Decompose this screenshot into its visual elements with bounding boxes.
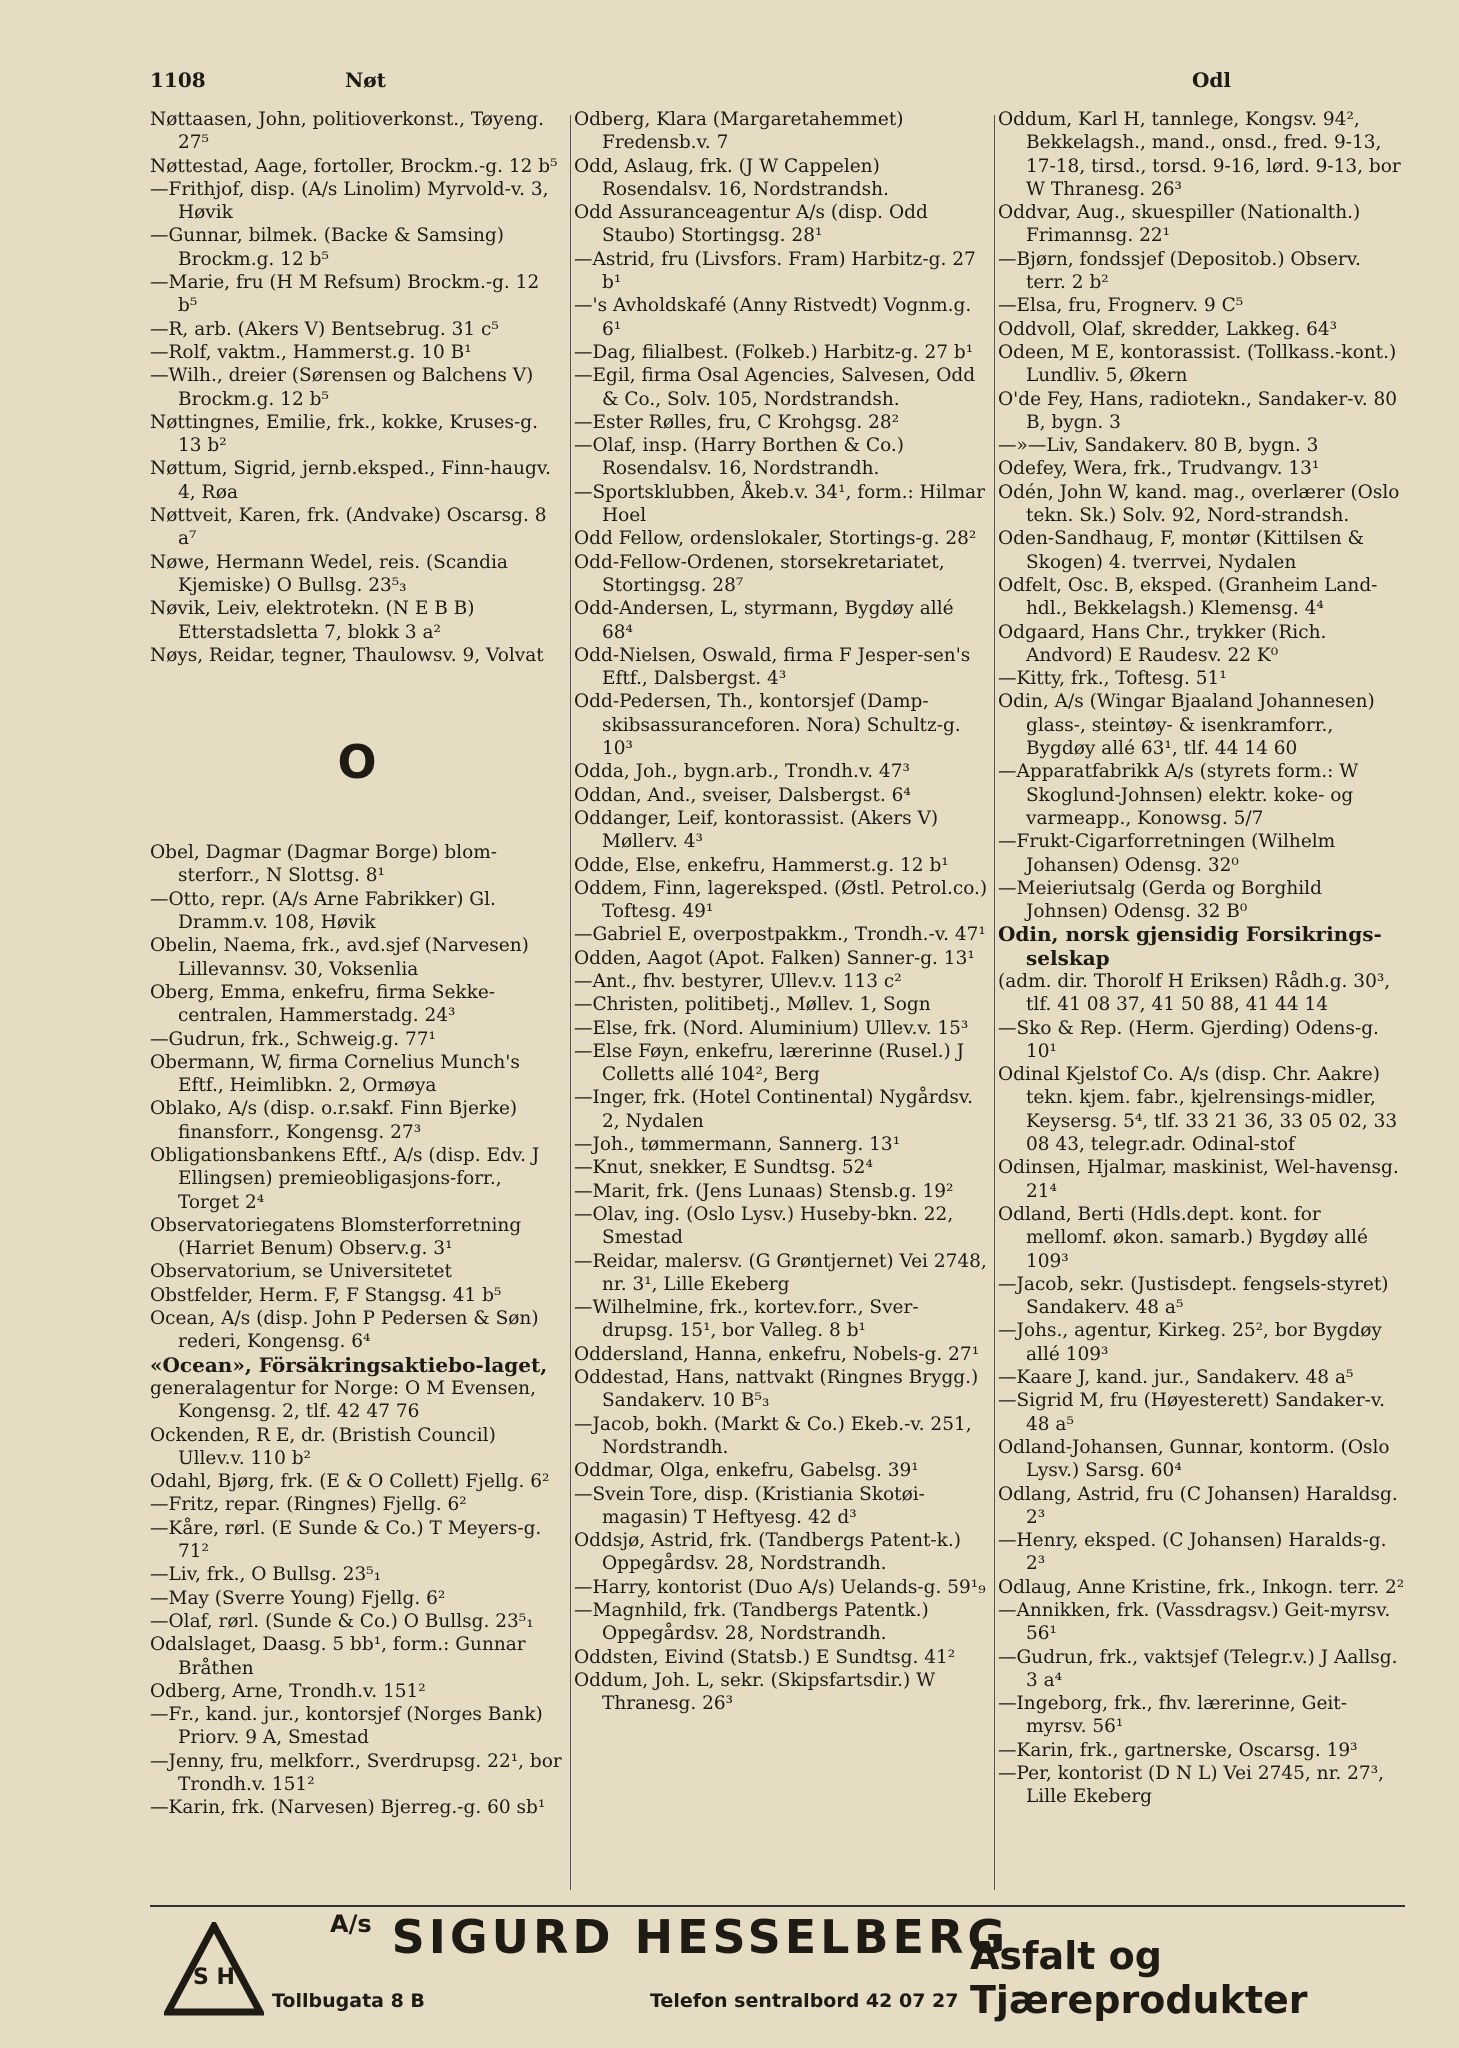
company-prefix: A/s <box>330 1910 372 1938</box>
directory-entry: —Gunnar, bilmek. (Backe & Samsing) Brockm.g. 12 b⁵ <box>150 225 504 270</box>
directory-entry: —Kitty, frk., Toftesg. 51¹ <box>998 668 1227 690</box>
directory-entry: —Knut, snekker, E Sundtsg. 52⁴ <box>574 1157 873 1179</box>
directory-entry: —Elsa, fru, Frognerv. 9 C⁵ <box>998 295 1244 317</box>
directory-entry: Oddum, Joh. L, sekr. (Skipsfartsdir.) W Thranesg. 26³ <box>574 1669 936 1715</box>
directory-entry: —Else Føyn, enkefru, lærerinne (Rusel.) J Colletts allé 104², Berg <box>574 1040 965 1086</box>
directory-entry: Oddan, And., sveiser, Dalsbergst. 6⁴ <box>574 784 911 806</box>
directory-entry: —Gudrun, frk., Schweig.g. 77¹ <box>150 1028 436 1050</box>
directory-entry: Oddsten, Eivind (Statsb.) E Sundtsg. 41² <box>574 1646 956 1668</box>
directory-entry: Odland, Berti (Hdls.dept. kont. for mellomf. økon. samarb.) Bygdøy allé 109³ <box>998 1203 1368 1272</box>
directory-entry: —Ingeborg, frk., fhv. lærerinne, Geit-myrsv. 56¹ <box>998 1693 1347 1738</box>
directory-entry: —Inger, frk. (Hotel Continental) Nygårdsv. 2, Nydalen <box>574 1087 974 1132</box>
directory-entry: Nøttestad, Aage, fortoller, Brockm.-g. 12 b⁵ <box>150 155 558 177</box>
directory-entry: Odd-Pedersen, Th., kontorsjef (Damp-skibsassuranceforen. Nora) Schultz-g. 10³ <box>574 691 961 760</box>
bold-directory-entry: «Ocean», Försäkringsaktiebo-laget, <box>150 1352 548 1377</box>
directory-entry: Odd, Aslaug, frk. (J W Cappelen) Rosendalsv. 16, Nordstrandsh. <box>574 155 889 200</box>
directory-entry: —Frithjof, disp. (A/s Linolim) Myrvold-v. 3, Høvik <box>150 178 549 224</box>
directory-entry: Oddestad, Hans, nattvakt (Ringnes Brygg.) Sandakerv. 10 B⁵₃ <box>574 1367 979 1412</box>
directory-entry: Obstfelder, Herm. F, F Stangsg. 41 b⁵ <box>150 1284 502 1306</box>
directory-entry: —Henry, eksped. (C Johansen) Haralds-g. 2³ <box>998 1530 1387 1575</box>
directory-entry: Nøttveit, Karen, frk. (Andvake) Oscarsg. 8 a⁷ <box>150 505 547 550</box>
directory-entry: Odefey, Wera, frk., Trudvangv. 13¹ <box>998 458 1320 480</box>
directory-entry: Ockenden, R E, dr. (Bristish Council) Ullev.v. 110 b² <box>150 1424 496 1469</box>
directory-entry: Nøttum, Sigrid, jernb.eksped., Finn-haugv. 4, Røa <box>150 458 551 503</box>
triangle-logo-icon <box>164 1922 264 2016</box>
directory-entry: —Jenny, fru, melkforr., Sverdrupsg. 22¹, bor Trondh.v. 151² <box>150 1750 562 1795</box>
directory-entry: —Otto, repr. (A/s Arne Fabrikker) Gl. Dramm.v. 108, Høvik <box>150 888 496 934</box>
directory-entry: —Olav, ing. (Oslo Lysv.) Huseby-bkn. 22, Smestad <box>574 1203 954 1249</box>
directory-entry: Odd-Andersen, L, styrmann, Bygdøy allé 68⁴ <box>574 598 954 643</box>
directory-entry: Nøttaasen, John, politioverkonst., Tøyeng. 27⁵ <box>150 109 544 154</box>
directory-entry: Oddmar, Olga, enkefru, Gabelsg. 39¹ <box>574 1460 919 1482</box>
directory-entry: —Olaf, rørl. (Sunde & Co.) O Bullsg. 23⁵₁ <box>150 1610 534 1632</box>
directory-entry: —Ant., fhv. bestyrer, Ullev.v. 113 c² <box>574 970 902 992</box>
directory-entry: —Per, kontorist (D N L) Vei 2745, nr. 27³, Lille Ekeberg <box>998 1763 1384 1808</box>
directory-entry: Odlang, Astrid, fru (C Johansen) Haraldsg. 2³ <box>998 1483 1398 1528</box>
logo-letters: S H <box>193 1965 235 1990</box>
directory-entry: Odén, John W, kand. mag., overlærer (Oslo tekn. Sk.) Solv. 92, Nord-strandsh. <box>998 481 1400 527</box>
directory-entry: Odd Fellow, ordenslokaler, Stortings-g. 28² <box>574 528 977 550</box>
directory-entry: Odd-Nielsen, Oswald, firma F Jesper-sen's Eftf., Dalsbergst. 4³ <box>574 644 971 690</box>
directory-entry: Odland-Johansen, Gunnar, kontorm. (Oslo Lysv.) Sarsg. 60⁴ <box>998 1436 1390 1482</box>
directory-entry: —Rolf, vaktm., Hammerst.g. 10 B¹ <box>150 341 472 363</box>
directory-entry: —Fr., kand. jur., kontorsjef (Norges Bank) Priorv. 9 A, Smestad <box>150 1704 543 1749</box>
directory-entry: Observatorium, se Universitetet <box>150 1261 452 1283</box>
directory-entry: —Else, frk. (Nord. Aluminium) Ullev.v. 15³ <box>574 1017 969 1039</box>
column-2 <box>574 108 988 1898</box>
directory-entry: (adm. dir. Thorolf H Eriksen) Rådh.g. 30³, tlf. 41 08 37, 41 50 88, 41 44 14 <box>998 970 1391 1016</box>
directory-entry: Odda, Joh., bygn.arb., Trondh.v. 47³ <box>574 761 910 783</box>
directory-entry: —Olaf, insp. (Harry Borthen & Co.) Rosendalsv. 16, Nordstrandh. <box>574 435 904 480</box>
directory-entry: Obel, Dagmar (Dagmar Borge) blom-sterforr., N Slottsg. 8¹ <box>150 842 498 887</box>
company-phone: Telefon sentralbord 42 07 27 <box>650 1990 959 2012</box>
directory-entry: —Annikken, frk. (Vassdragsv.) Geit-myrsv. 56¹ <box>998 1600 1391 1645</box>
directory-entry: —Sigrid M, fru (Høyesterett) Sandaker-v. 48 a⁵ <box>998 1390 1386 1435</box>
directory-entry: —Christen, politibetj., Møllev. 1, Sogn <box>574 994 931 1016</box>
directory-entry: —Meieriutsalg (Gerda og Borghild Johnsen) Odensg. 32 B⁰ <box>998 877 1322 923</box>
directory-entry: Oddvar, Aug., skuespiller (Nationalth.) Frimannsg. 22¹ <box>998 202 1361 247</box>
advertisement <box>150 1910 1405 2030</box>
right-guide-word: Odl <box>1192 68 1232 92</box>
company-name-text: SIGURD HESSELBERG <box>391 1910 1010 1964</box>
directory-entry: Odde, Else, enkefru, Hammerst.g. 12 b¹ <box>574 854 949 876</box>
directory-entry: Odd Assuranceagentur A/s (disp. Odd Staubo) Stortingsg. 28¹ <box>574 202 928 247</box>
column-3 <box>998 108 1405 1898</box>
directory-entry: Obermann, W, firma Cornelius Munch's Eftf., Heimlibkn. 2, Ormøya <box>150 1051 520 1097</box>
directory-entry: —Jacob, bokh. (Markt & Co.) Ekeb.-v. 251, Nordstrandh. <box>574 1413 972 1458</box>
directory-entry: —Sportsklubben, Åkeb.v. 34¹, form.: Hilmar Hoel <box>574 481 986 527</box>
directory-entry: Oddsjø, Astrid, frk. (Tandbergs Patent-k.) Oppegårdsv. 28, Nordstrandh. <box>574 1530 961 1575</box>
section-letter-heading: O <box>337 735 377 790</box>
company-name <box>330 1910 1009 1964</box>
directory-entry: —Frukt-Cigarforretningen (Wilhelm Johansen) Odensg. 32⁰ <box>998 831 1336 876</box>
directory-entry: Oddanger, Leif, kontorassist. (Akers V) Møllerv. 4³ <box>574 807 939 853</box>
directory-entry: Odd-Fellow-Ordenen, storsekretariatet, Stortingsg. 28⁷ <box>574 551 945 596</box>
directory-entry: —Harry, kontorist (Duo A/s) Uelands-g. 59¹₉ <box>574 1576 986 1598</box>
directory-entry: Oddum, Karl H, tannlege, Kongsv. 94², Bekkelagsh., mand., onsd., fred. 9-13, 17-18, tirsd., torsd. 9-16, lørd. 9-13, bor W Thranesg. 26³ <box>998 109 1401 200</box>
directory-entry: Observatoriegatens Blomsterforretning (Harriet Benum) Observ.g. 3¹ <box>150 1214 522 1260</box>
left-guide-word: Nøt <box>345 68 386 92</box>
directory-entry: Obelin, Naema, frk., avd.sjef (Narvesen) Lillevannsv. 30, Voksenlia <box>150 935 529 980</box>
directory-entry: Odinal Kjelstof Co. A/s (disp. Chr. Aakre) tekn. kjem. fabr., kjelrensings-midler, Keysersg. 5⁴, tlf. 33 21 36, 33 05 02, 33 08 43, telegr.adr. Odinal-stof <box>998 1064 1398 1156</box>
company-address: Tollbugata 8 B <box>272 1990 425 2012</box>
directory-entry: —Liv, frk., O Bullsg. 23⁵₁ <box>150 1564 382 1586</box>
directory-entry: —R, arb. (Akers V) Bentsebrug. 31 c⁵ <box>150 318 499 340</box>
directory-entry: Odberg, Arne, Trondh.v. 151² <box>150 1680 426 1702</box>
directory-entry: Oden-Sandhaug, F, montør (Kittilsen & Skogen) 4. tverrvei, Nydalen <box>998 528 1365 573</box>
directory-entry: —Egil, firma Osal Agencies, Salvesen, Odd & Co., Solv. 105, Nordstrandsh. <box>574 365 976 410</box>
directory-entry: —Johs., agentur, Kirkeg. 25², bor Bygdøy allé 109³ <box>998 1320 1382 1365</box>
directory-entry: Odberg, Klara (Margaretahemmet) Fredensb.v. 7 <box>574 109 904 154</box>
directory-entry: Nøwe, Hermann Wedel, reis. (Scandia Kjemiske) O Bullsg. 23⁵₃ <box>150 551 508 596</box>
directory-entry: Odfelt, Osc. B, eksped. (Granheim Land-hdl., Bekkelagsh.) Klemensg. 4⁴ <box>998 574 1378 620</box>
directory-entry: Odden, Aagot (Apot. Falken) Sanner-g. 13¹ <box>574 947 975 969</box>
page-header <box>150 68 1250 98</box>
directory-entry: Obligationsbankens Eftf., A/s (disp. Edv. J Ellingsen) premieobligasjons-forr., Torget 2⁴ <box>150 1144 540 1213</box>
directory-entry: Nøys, Reidar, tegner, Thaulowsv. 9, Volvat <box>150 644 544 666</box>
directory-entry: —Kåre, rørl. (E Sunde & Co.) T Meyers-g. 71² <box>150 1517 542 1563</box>
directory-entry: —Ester Rølles, fru, C Krohgsg. 28² <box>574 411 900 433</box>
directory-entry: —Joh., tømmermann, Sannerg. 13¹ <box>574 1134 901 1156</box>
directory-entry: —Jacob, sekr. (Justisdept. fengsels-styret) Sandakerv. 48 a⁵ <box>998 1273 1389 1319</box>
directory-entry: —Magnhild, frk. (Tandbergs Patentk.) Oppegårdsv. 28, Nordstrandh. <box>574 1600 929 1645</box>
directory-entry: Nøvik, Leiv, elektrotekn. (N E B B) Etterstadsletta 7, blokk 3 a² <box>150 598 475 643</box>
directory-entry: Ocean, A/s (disp. John P Pedersen & Søn) rederi, Kongensg. 6⁴ <box>150 1308 539 1353</box>
directory-entry: —Karin, frk., gartnerske, Oscarsg. 19³ <box>998 1739 1358 1761</box>
directory-entry: —Gabriel E, overpostpakkm., Trondh.-v. 47¹ <box>574 924 986 946</box>
column-1 <box>150 108 564 1898</box>
directory-entry: —Sko & Rep. (Herm. Gjerding) Odens-g. 10¹ <box>998 1017 1379 1062</box>
directory-entry: —Bjørn, fondssjef (Depositob.) Observ. terr. 2 b² <box>998 248 1361 294</box>
directory-entry: —Fritz, repar. (Ringnes) Fjellg. 6² <box>150 1494 467 1516</box>
directory-entry: —Apparatfabrikk A/s (styrets form.: W Skoglund-Johnsen) elektr. koke- og varmeapp., Konowsg. 5/7 <box>998 761 1359 829</box>
directory-entry: generalagentur for Norge: O M Evensen, Kongensg. 2, tlf. 42 47 76 <box>150 1377 536 1423</box>
directory-entry: —Svein Tore, disp. (Kristiania Skotøi-magasin) T Heftyesg. 42 d³ <box>574 1483 925 1528</box>
directory-entry: —'s Avholdskafé (Anny Ristvedt) Vognm.g. 6¹ <box>574 295 972 340</box>
directory-entry: —Gudrun, frk., vaktsjef (Telegr.v.) J Aallsg. 3 a⁴ <box>998 1646 1398 1691</box>
directory-entry: —Wilhelmine, frk., kortev.forr., Sver-drupsg. 15¹, bor Valleg. 8 b¹ <box>574 1297 919 1342</box>
directory-entry: —Astrid, fru (Livsfors. Fram) Harbitz-g. 27 b¹ <box>574 248 976 294</box>
directory-entry: —Dag, filialbest. (Folkeb.) Harbitz-g. 27 b¹ <box>574 341 974 363</box>
directory-entry: —Reidar, malersv. (G Grøntjernet) Vei 2748, nr. 3¹, Lille Ekeberg <box>574 1250 987 1295</box>
directory-entry: Odeen, M E, kontorassist. (Tollkass.-kont.) Lundliv. 5, Økern <box>998 341 1397 387</box>
directory-entry: Nøttingnes, Emilie, frk., kokke, Kruses-g. 13 b² <box>150 411 539 457</box>
directory-entry: Odgaard, Hans Chr., trykker (Rich. Andvord) E Raudesv. 22 K⁰ <box>998 621 1327 666</box>
directory-entry: —Marie, fru (H M Refsum) Brockm.-g. 12 b⁵ <box>150 272 540 317</box>
directory-columns <box>150 108 1405 1898</box>
directory-entry: —»—Liv, Sandakerv. 80 B, bygn. 3 <box>998 435 1319 457</box>
directory-entry: Oblako, A/s (disp. o.r.sakf. Finn Bjerke) finansforr., Kongensg. 27³ <box>150 1098 518 1143</box>
directory-entry: Oddersland, Hanna, enkefru, Nobels-g. 27¹ <box>574 1343 980 1365</box>
directory-entry: —Marit, frk. (Jens Lunaas) Stensb.g. 19² <box>574 1180 954 1202</box>
directory-entry: Odahl, Bjørg, frk. (E & O Collett) Fjellg. 6² <box>150 1471 550 1493</box>
directory-entry: Oddvoll, Olaf, skredder, Lakkeg. 64³ <box>998 318 1338 340</box>
directory-entry: Odalslaget, Daasg. 5 bb¹, form.: Gunnar Bråthen <box>150 1634 526 1679</box>
directory-entry: —Kaare J, kand. jur., Sandakerv. 48 a⁵ <box>998 1367 1354 1389</box>
directory-entry: Odin, A/s (Wingar Bjaaland Johannesen) glass-, steintøy- & isenkramforr., Bygdøy allé 63¹, tlf. 44 14 60 <box>998 691 1375 760</box>
directory-entry: Odinsen, Hjalmar, maskinist, Wel-havensg. 21⁴ <box>998 1157 1399 1202</box>
company-products: Asfalt og Tjæreprodukter <box>970 1934 1308 2022</box>
directory-entry: —Wilh., dreier (Sørensen og Balchens V) Brockm.g. 12 b⁵ <box>150 365 534 410</box>
ad-divider <box>150 1905 1405 1907</box>
directory-entry: O'de Fey, Hans, radiotekn., Sandaker-v. 80 B, bygn. 3 <box>998 388 1398 433</box>
directory-entry: Oberg, Emma, enkefru, firma Sekke-centralen, Hammerstadg. 24³ <box>150 981 496 1027</box>
directory-entry: —May (Sverre Young) Fjellg. 6² <box>150 1587 446 1609</box>
bold-directory-entry: Odin, norsk gjensidig Forsikrings-selskap <box>998 922 1382 970</box>
directory-entry: Odlaug, Anne Kristine, frk., Inkogn. terr. 2² <box>998 1576 1405 1598</box>
directory-entry: Oddem, Finn, lagereksped. (Østl. Petrol.co.) Toftesg. 49¹ <box>574 877 988 923</box>
directory-entry: —Karin, frk. (Narvesen) Bjerreg.-g. 60 sb¹ <box>150 1797 546 1819</box>
page-number: 1108 <box>150 68 206 92</box>
